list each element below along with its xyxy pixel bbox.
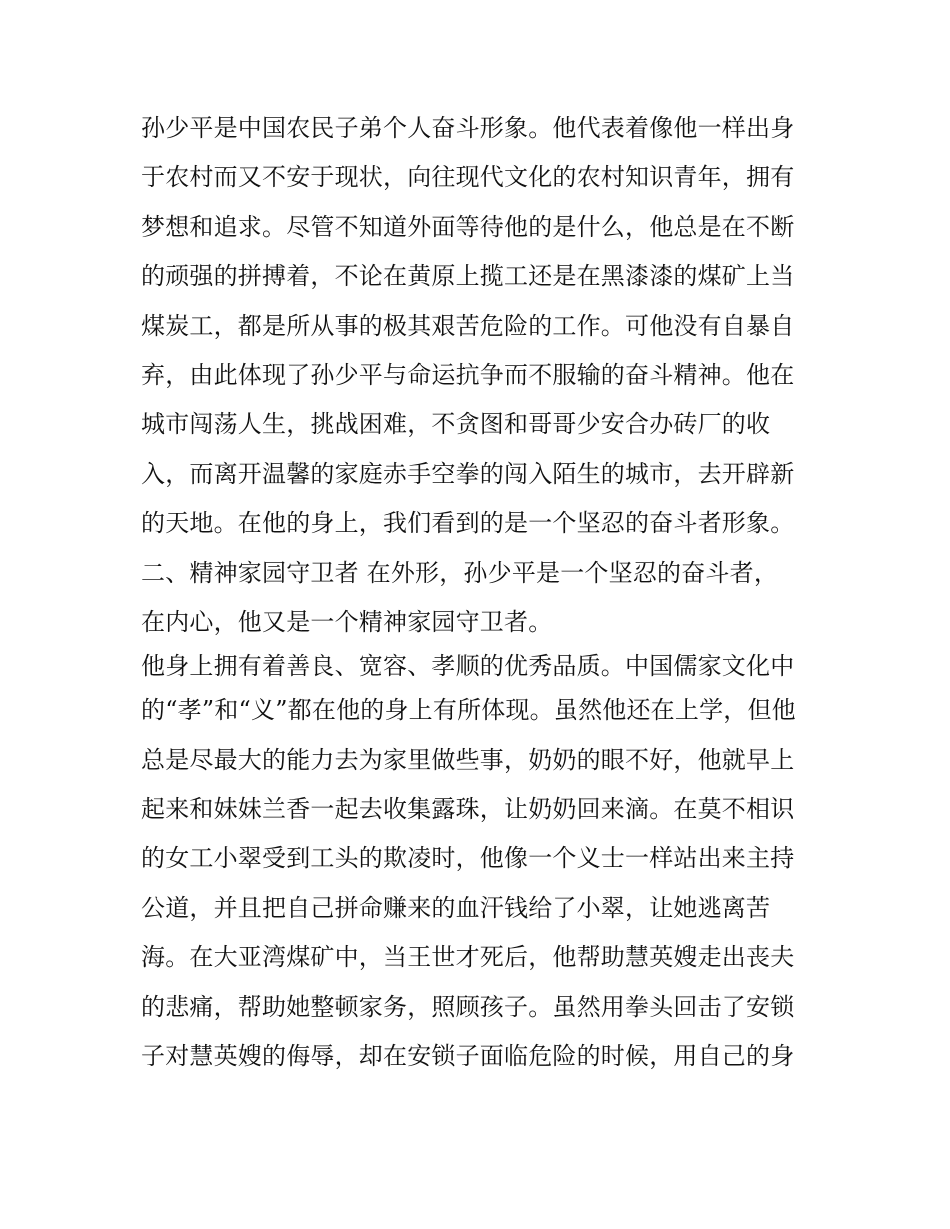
text-line: 的顽强的拼搏着，不论在黄原上揽工还是在黑漆漆的煤矿上当 <box>141 262 795 291</box>
text-line: 他身上拥有着善良、宽容、孝顺的优秀品质。中国儒家文化中 <box>141 652 795 681</box>
text-line: 入，而离开温馨的家庭赤手空拳的闯入陌生的城市，去开辟新 <box>141 459 795 488</box>
text-line: 的天地。在他的身上，我们看到的是一个坚忍的奋斗者形象。 <box>141 509 795 538</box>
text-line: 子对慧英嫂的侮辱，却在安锁子面临危险的时候，用自己的身 <box>141 1042 795 1071</box>
text-line: 起来和妹妹兰香一起去收集露珠，让奶奶回来滴。在莫不相识 <box>141 795 795 824</box>
text-line: 的悲痛，帮助她整顿家务，照顾孩子。虽然用拳头回击了安锁 <box>141 992 795 1021</box>
text-line: 梦想和追求。尽管不知道外面等待他的是什么，他总是在不断 <box>141 212 795 241</box>
text-line: 煤炭工，都是所从事的极其艰苦危险的工作。可他没有自暴自 <box>141 311 795 340</box>
text-line: 的“孝”和“义”都在他的身上有所体现。虽然他还在上学，但他 <box>141 696 796 725</box>
text-line: 海。在大亚湾煤矿中，当王世才死后，他帮助慧英嫂走出丧夫 <box>141 943 795 972</box>
text-line: 在内心，他又是一个精神家园守卫者。 <box>141 607 553 636</box>
text-line: 总是尽最大的能力去为家里做些事，奶奶的眼不好，他就早上 <box>141 745 795 774</box>
text-line: 城市闯荡人生，挑战困难，不贪图和哥哥少安合办砖厂的收 <box>141 410 771 439</box>
body-text <box>141 104 821 1081</box>
text-line: 弃，由此体现了孙少平与命运抗争而不服输的奋斗精神。他在 <box>141 360 795 389</box>
text-line: 公道，并且把自己拼命赚来的血汗钱给了小翠，让她逃离苦 <box>141 893 771 922</box>
text-line: 于农村而又不安于现状，向往现代文化的农村知识青年，拥有 <box>141 163 795 192</box>
text-line: 孙少平是中国农民子弟个人奋斗形象。他代表着像他一样出身 <box>141 114 795 142</box>
text-line: 的女工小翠受到工头的欺凌时，他像一个义士一样站出来主持 <box>141 844 795 873</box>
section-heading-line: 二、精神家园守卫者 在外形，孙少平是一个坚忍的奋斗者， <box>141 558 779 587</box>
